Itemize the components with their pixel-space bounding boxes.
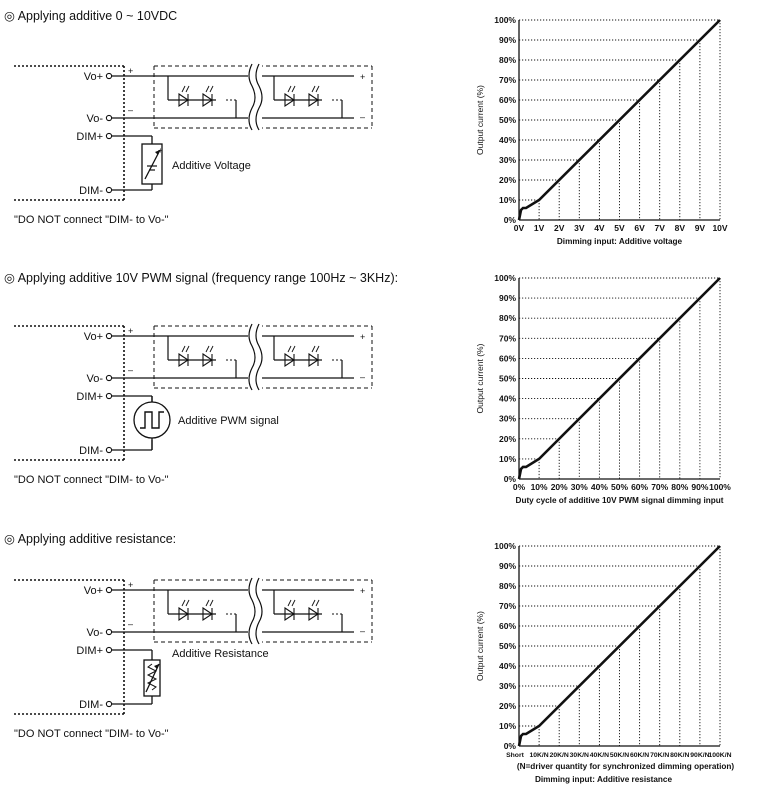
y-tick-label: 0% [503,474,516,484]
y-tick-label: 30% [498,681,516,691]
dim-minus-label: DIM- [79,185,103,197]
y-tick-label: 0% [503,215,516,225]
device-label: Additive Resistance [172,648,269,660]
dim-plus-terminal [106,393,111,398]
light-arrow [186,86,189,92]
light-arrow [182,346,185,352]
x-tick-label: 2V [553,223,565,233]
y-tick-label: 10% [498,453,516,464]
y-tick-label: 10% [498,721,516,731]
light-arrow [312,600,315,606]
section-2-warning-note: "DO NOT connect "DIM- to Vo-" [14,474,169,486]
x-tick-label: 100K/N [708,752,732,759]
y-tick-label: 60% [498,95,516,105]
plus-sign: + [360,586,366,596]
minus-sign: – [360,372,366,382]
chart-3 [475,541,734,784]
x-tick-label: 4V [594,223,605,233]
vo-plus-label: Vo+ [83,331,103,343]
y-tick-label: 70% [498,601,516,611]
minus-sign: – [360,112,366,122]
light-arrow [316,600,319,606]
dim-plus-terminal [106,133,111,138]
y-tick-label: 100% [494,273,516,283]
x-tick-label: 10V [712,223,728,233]
vo-plus-terminal [106,333,111,338]
dim-plus-label: DIM+ [76,131,103,143]
light-arrow [210,346,213,352]
light-arrow [288,346,291,352]
plus-sign: + [158,146,163,155]
y-tick-label: 90% [498,561,516,571]
y-tick-label: 80% [498,55,516,65]
section-3-warning-note: "DO NOT connect "DIM- to Vo-" [14,728,169,740]
dim-plus-label: DIM+ [76,391,103,403]
x-axis-label: Dimming input: Additive resistance [534,775,673,784]
dim-minus-terminal [106,187,111,192]
section-1-warning-note: "DO NOT connect "DIM- to Vo-" [14,214,169,226]
x-axis-note: (N=driver quantity for synchronized dimming operation) [516,762,735,771]
y-tick-label: 30% [498,413,516,424]
y-axis-label: Output current (%) [475,611,485,681]
x-tick-label: 70K/N [650,752,670,759]
x-tick-label: 10% [530,482,548,492]
dim-plus-terminal [106,647,111,652]
x-tick-label: 0V [513,223,525,233]
light-arrow [288,86,291,92]
x-tick-label: 30% [570,482,588,492]
section-1-title: ◎ Applying additive 0 ~ 10VDC [4,9,178,23]
x-axis-label: Duty cycle of additive 10V PWM signal dimming input [515,496,724,505]
y-tick-label: 70% [498,75,516,85]
x-tick-label: 5V [614,223,625,233]
y-tick-label: 20% [498,175,516,185]
circuit-diagram-3 [14,578,372,714]
x-tick-label: 0% [512,482,526,492]
x-tick-label: 9V [694,223,706,233]
x-tick-label: 8V [674,223,686,233]
circuit-diagram-1 [14,64,372,200]
y-tick-label: 20% [498,701,516,711]
vo-minus-terminal [106,629,111,634]
y-tick-label: 50% [498,115,516,125]
minus-sign: – [128,105,134,115]
dim-minus-terminal [106,447,111,452]
plus-sign: + [360,72,366,82]
x-tick-label: 60% [631,482,649,492]
x-tick-label: 80% [671,482,689,492]
x-tick-label: 40K/N [589,752,610,759]
dim-plus-label: DIM+ [76,645,103,657]
y-tick-label: 90% [498,35,516,45]
y-tick-label: 30% [498,155,516,165]
y-tick-label: 60% [498,621,516,631]
y-tick-label: 100% [494,541,516,551]
dim-minus-terminal [106,701,111,706]
y-tick-label: 70% [498,333,516,344]
x-tick-label: 70% [651,482,669,492]
light-arrow [186,346,189,352]
device-label: Additive Voltage [172,160,251,172]
y-tick-label: 0% [503,741,516,751]
y-tick-label: 80% [498,581,516,591]
vo-plus-terminal [106,587,111,592]
minus-sign: – [360,626,366,636]
light-arrow [206,346,209,352]
light-arrow [316,86,319,92]
light-arrow [288,600,291,606]
x-tick-label: 50% [610,482,629,492]
y-axis-label: Output current (%) [475,85,485,155]
vo-minus-label: Vo- [86,373,103,385]
dim-minus-label: DIM- [79,699,103,711]
x-tick-label: 6V [634,223,645,233]
plus-sign: + [360,332,366,342]
x-tick-label: 90K/N [690,752,710,759]
x-tick-label: 60K/N [629,752,650,759]
x-tick-label: 10K/N [529,752,549,759]
x-tick-label: 40% [590,482,608,492]
x-tick-label: 20% [550,482,568,492]
light-arrow [312,346,315,352]
vo-minus-terminal [106,375,111,380]
y-tick-label: 60% [498,353,516,364]
chart-2 [475,273,731,505]
section-3-title: ◎ Applying additive resistance: [4,532,177,546]
x-axis-label: Dimming input: Additive voltage [556,237,683,246]
device-label: Additive PWM signal [178,415,279,427]
minus-sign: – [128,365,134,375]
minus-sign: – [128,619,134,629]
light-arrow [206,600,209,606]
chart-1 [475,15,728,246]
y-tick-label: 20% [498,433,516,444]
vo-plus-label: Vo+ [83,585,103,597]
y-tick-label: 40% [498,135,516,145]
light-arrow [182,600,185,606]
x-tick-label: Short [506,752,524,759]
dim-minus-label: DIM- [79,445,103,457]
plus-sign: + [128,580,134,590]
y-tick-label: 40% [498,393,516,404]
light-arrow [210,86,213,92]
circuit-diagram-2 [14,324,372,460]
x-tick-label: 50K/N [609,752,630,759]
vo-minus-terminal [106,115,111,120]
light-arrow [292,600,295,606]
vo-minus-label: Vo- [86,113,103,125]
vo-plus-label: Vo+ [83,71,103,83]
y-tick-label: 10% [498,195,516,205]
x-tick-label: 100% [709,482,731,492]
plus-sign: + [128,326,134,336]
light-arrow [312,86,315,92]
x-tick-label: 3V [574,223,585,233]
y-tick-label: 90% [498,293,516,304]
light-arrow [292,346,295,352]
x-tick-label: 1V [533,223,545,233]
light-arrow [182,86,185,92]
light-arrow [316,346,319,352]
y-tick-label: 40% [498,661,516,671]
y-tick-label: 50% [498,641,516,651]
vo-minus-label: Vo- [86,627,103,639]
y-axis-label: Output current (%) [475,343,485,414]
x-tick-label: 30K/N [569,752,589,759]
x-tick-label: 20K/N [549,752,569,759]
light-arrow [206,86,209,92]
y-tick-label: 80% [498,313,516,324]
y-tick-label: 50% [498,373,516,384]
light-arrow [210,600,213,606]
light-arrow [186,600,189,606]
x-tick-label: 7V [654,223,665,233]
plus-sign: + [128,66,134,76]
light-arrow [292,86,295,92]
section-2-title: ◎ Applying additive 10V PWM signal (frequency range 100Hz ~ 3KHz): [4,271,399,285]
x-tick-label: 90% [691,482,709,492]
vo-plus-terminal [106,73,111,78]
y-tick-label: 100% [494,15,516,25]
x-tick-label: 80K/N [670,752,690,759]
